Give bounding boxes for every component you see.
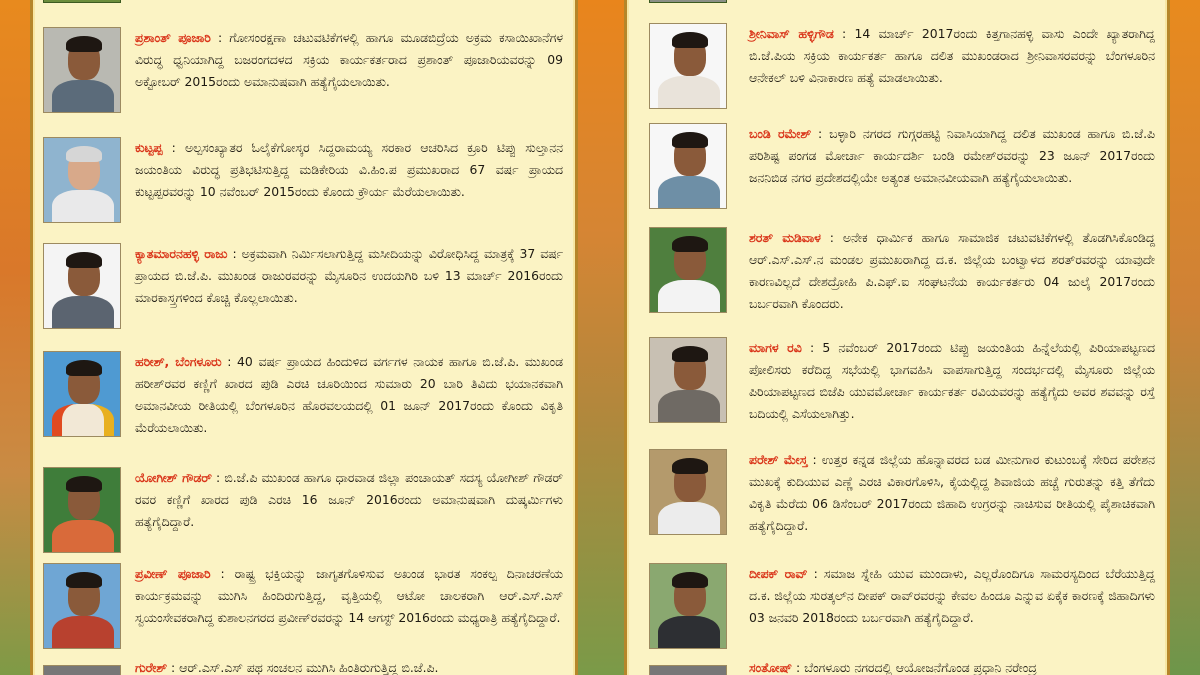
person-name: ದೀಪಕ್ ರಾವ್ [749,566,808,581]
person-name: ಕ್ಯಾತಮಾರನಹಳ್ಳಿ ರಾಜು [135,246,228,261]
list-item [43,137,563,237]
entry-text [135,467,563,533]
entry-text [135,657,563,675]
portrait-photo [43,563,121,649]
entry-text [749,337,1155,425]
right-background-strip [1170,0,1200,675]
entry-text [135,27,563,93]
person-name: ಕುಟ್ಟಪ್ಪ [135,140,163,155]
photo-strip-top [43,0,121,3]
entry-text [749,23,1155,89]
list-item [43,27,563,127]
portrait-photo [43,243,121,329]
entry-description: : ಅಲ್ಪಸಂಖ್ಯಾತರ ಓಲೈಕೆಗೋಸ್ಕರ ಸಿದ್ದರಾಮಯ್ಯ ಸರಕಾರ ಆಚರಿಸಿದ ಕ್ರೂರಿ ಟಿಪ್ಪು ಸುಲ್ತಾನನ ಜಯಂತಿಯ ವಿರುದ್ಧ ಪ್ರತಿಭಟಿಸುತ್ತಿದ್ದ ಮಡಿಕೇರಿಯ ವಿ.ಹಿಂ.ಪ ಪ್ರಮುಖರಾದ 67 ವರ್ಷ ಪ್ರಾಯದ ಕುಟ್ಟಪ್ಪರವರನ್ನು 10 ನವೆಂಬರ್ 2015ರಂದು ಕೊಂದು ಕ್ರೌರ್ಯ ಮೆರೆಯಲಾಯಿತು. [135,140,563,199]
entry-description: : ಉತ್ತರ ಕನ್ನಡ ಜಿಲ್ಲೆಯ ಹೊನ್ನಾವರದ ಬಡ ಮೀನುಗಾರ ಕುಟುಂಬಕ್ಕೆ ಸೇರಿದ ಪರೇಶನ ಮುಖಕ್ಕೆ ಕುದಿಯುವ ಎಣ್ಣೆ ಎರಚಿ ವಿಕಾರಗೊಳಿಸಿ, ಕೈಯಲ್ಲಿದ್ದ ಶಿವಾಜಿಯ ಹಚ್ಚೆ ಗುರುತನ್ನು ಕತ್ತಿ ತೆಗೆದು ವಿಕೃತಿ ಮೆರೆದು 06 ಡಿಸೆಂಬರ್ 2017ರಂದು ಜಿಹಾದಿ ಉಗ್ರರನ್ನು ನಾಚಿಸುವ ರೀತಿಯಲ್ಲಿ ಪೈಶಾಚಿಕವಾಗಿ ಹತ್ಯೆಗೈದಿದ್ದಾರೆ. [749,452,1155,533]
list-item [649,337,1155,437]
portrait-photo [649,563,727,649]
list-item [649,123,1155,223]
list-item [649,563,1155,663]
entry-text [135,563,563,629]
portrait-photo [649,449,727,535]
entry-description: : ಗೋಸಂರಕ್ಷಣಾ ಚಟುವಟಿಕೆಗಳಲ್ಲಿ ಹಾಗೂ ಮೂಡಬಿದ್ರೆಯ ಅಕ್ರಮ ಕಸಾಯಿಖಾನೆಗಳ ವಿರುದ್ಧ ಧ್ವನಿಯಾಗಿದ್ದ ಬಜರಂಗದಳದ ಸಕ್ರಿಯ ಕಾರ್ಯಕರ್ತರಾದ ಪ್ರಶಾಂತ್ ಪೂಜಾರಿಯವರನ್ನು 09 ಅಕ್ಟೋಬರ್ 2015ರಂದು ಅಮಾನುಷವಾಗಿ ಹತ್ಯೆಗೈಯಲಾಯಿತು. [135,30,564,89]
list-item [649,660,1155,675]
person-name: ಶರತ್ ಮಡಿವಾಳ [749,230,821,245]
portrait-photo [649,665,727,675]
portrait-photo [649,337,727,423]
entry-description: : ರಾಷ್ಟ್ರ ಭಕ್ತಿಯನ್ನು ಜಾಗೃತಗೊಳಿಸುವ ಅಖಂಡ ಭಾರತ ಸಂಕಲ್ಪ ದಿನಾಚರಣೆಯ ಕಾರ್ಯಕ್ರಮವನ್ನು ಮುಗಿಸಿ ಹಿಂದಿರುಗುತ್ತಿದ್ದ, ವೃತ್ತಿಯಲ್ಲಿ ಆಟೋ ಚಾಲಕರಾಗಿ ಆರ್.ಎಸ್.ಎಸ್ ಸ್ವಯಂಸೇವಕರಾಗಿದ್ದ ಕುಶಾಲನಗರದ ಪ್ರವೀಣ್‌ರವರನ್ನು 14 ಆಗಸ್ಟ್ 2016ರಂದು ಮಧ್ಯರಾತ್ರಿ ಹತ್ಯೆಗೈದಿದ್ದಾರೆ. [135,566,563,625]
entry-text [749,563,1155,629]
right-column-panel [624,0,1170,675]
entry-text [749,227,1155,315]
portrait-photo [649,123,727,209]
person-name: ಸಂತೋಷ್ [749,660,793,675]
portrait-photo [43,137,121,223]
photo-strip-top [649,0,727,3]
entry-description: : ಅನೇಕ ಧಾರ್ಮಿಕ ಹಾಗೂ ಸಾಮಾಜಿಕ ಚಟುವಟಿಕೆಗಳಲ್ಲಿ ತೊಡಗಿಸಿಕೊಂಡಿದ್ದ ಆರ್.ಎಸ್.ಎಸ್.ನ ಮಂಡಲ ಪ್ರಮುಖರಾಗಿದ್ದ ದ.ಕ. ಜಿಲ್ಲೆಯ ಬಂಟ್ವಾಳದ ಶರತ್‌ರವರನ್ನು ಯಾವುದೇ ಕಾರಣವಿಲ್ಲದೆ ದೇಶದ್ರೋಹಿ ಪಿ.ಎಫ್.ಐ ಸಂಘಟನೆಯ ಕಾರ್ಯಕರ್ತರು 04 ಜುಲೈ 2017ರಂದು ಬರ್ಬರವಾಗಿ ಕೊಂದರು. [749,230,1155,311]
entry-description: : ಸಮಾಜ ಸ್ನೇಹಿ ಯುವ ಮುಂದಾಳು, ಎಲ್ಲರೊಂದಿಗೂ ಸಾಮರಸ್ಯದಿಂದ ಬೆರೆಯುತ್ತಿದ್ದ ದ.ಕ. ಜಿಲ್ಲೆಯ ಸುರತ್ಕಲ್‌ನ ದೀಪಕ್ ರಾವ್‌ರವರನ್ನು ಕೇವಲ ಹಿಂದೂ ಎನ್ನುವ ಏಕೈಕ ಕಾರಣಕ್ಕೆ ಜಿಹಾದಿಗಳು 03 ಜನವರಿ 2018ರಂದು ಬರ್ಬರವಾಗಿ ಹತ್ಯೆಗೈದಿದ್ದಾರೆ. [749,566,1155,625]
entry-description: : ಬಳ್ಳಾರಿ ನಗರದ ಗುಗ್ಗರಹಟ್ಟಿ ನಿವಾಸಿಯಾಗಿದ್ದ ದಲಿತ ಮುಖಂಡ ಹಾಗೂ ಬಿ.ಜೆ.ಪಿ ಪರಿಶಿಷ್ಟ ಪಂಗಡ ಮೋರ್ಚಾ ಕಾರ್ಯದರ್ಶಿ ಬಂಡಿ ರಮೇಶ್‌ರವರನ್ನು 23 ಜೂನ್ 2017ರಂದು ಜನನಿಬಿಡ ನಗರ ಪ್ರದೇಶದಲ್ಲಿಯೇ ಅತ್ಯಂತ ಅಮಾನವೀಯವಾಗಿ ಹತ್ಯೆಗೈಯಲಾಯಿತು. [749,126,1155,185]
list-item [649,449,1155,549]
list-item [43,660,563,675]
entry-description: : 14 ಮಾರ್ಚ್ 2017ರಂದು ಕಿತ್ತಗಾನಹಳ್ಳಿ ವಾಸು ಎಂದೇ ಖ್ಯಾತರಾಗಿದ್ದ ಬಿ.ಜೆ.ಪಿಯ ಸಕ್ರಿಯ ಕಾರ್ಯಕರ್ತ ಹಾಗೂ ದಲಿತ ಮುಖಂಡರಾದ ಶ್ರೀನಿವಾಸರವರನ್ನು ಬೆಂಗಳೂರಿನ ಆನೇಕಲ್ ಬಳಿ ವಿನಾಕಾರಣ ಹತ್ಯೆ ಮಾಡಲಾಯಿತು. [749,26,1155,85]
middle-background-strip [578,0,624,675]
portrait-photo [43,351,121,437]
list-item [649,227,1155,327]
person-name: ಪ್ರವೀಣ್ ಪೂಜಾರಿ [135,566,211,581]
left-column-panel [30,0,578,675]
person-name: ಗುರೇಶ್ [135,660,168,675]
entry-description: : 40 ವರ್ಷ ಪ್ರಾಯದ ಹಿಂದುಳಿದ ವರ್ಗಗಳ ನಾಯಕ ಹಾಗೂ ಬಿ.ಜೆ.ಪಿ. ಮುಖಂಡ ಹರೀಶ್‌ರವರ ಕಣ್ಣಿಗೆ ಖಾರದ ಪುಡಿ ಎರಚಿ ಚೂರಿಯಿಂದ ಸುಮಾರು 20 ಬಾರಿ ತಿವಿದು ಭಯಾನಕವಾಗಿ ಅಮಾನವೀಯ ರೀತಿಯಲ್ಲಿ ಬೆಂಗಳೂರಿನ ಹೊರವಲಯದಲ್ಲಿ 01 ಜೂನ್ 2017ರಂದು ಕೊಂದು ವಿಕೃತಿ ಮೆರೆಯಲಾಯಿತು. [135,354,563,435]
entry-description: : ಬಿ.ಜೆ.ಪಿ ಮುಖಂಡ ಹಾಗೂ ಧಾರವಾಡ ಜಿಲ್ಲಾ ಪಂಚಾಯತ್ ಸದಸ್ಯ ಯೋಗೀಶ್ ಗೌಡರ್ ರವರ ಕಣ್ಣಿಗೆ ಖಾರದ ಪುಡಿ ಎರಚಿ 16 ಜೂನ್ 2016ರಂದು ಅಮಾನುಷವಾಗಿ ದುಷ್ಕರ್ಮಿಗಳು ಹತ್ಯೆಗೈದಿದ್ದಾರೆ. [135,470,563,529]
entry-description: : 5 ನವೆಂಬರ್ 2017ರಂದು ಟಿಪ್ಪು ಜಯಂತಿಯ ಹಿನ್ನೆಲೆಯಲ್ಲಿ ಪಿರಿಯಾಪಟ್ಟಣದ ಪೋಲಿಸರು ಕರೆದಿದ್ದ ಸಭೆಯಲ್ಲಿ ಭಾಗವಹಿಸಿ ವಾಪಸಾಗುತ್ತಿದ್ದ ಸಂದರ್ಭದಲ್ಲಿ ಮೈಸೂರು ಜಿಲ್ಲೆಯ ಪಿರಿಯಾಪಟ್ಟಣದ ಬಿಜೆಪಿ ಯುವಮೋರ್ಚಾ ಕಾರ್ಯಕರ್ತ ರವಿಯವರನ್ನು ಹತ್ಯೆಗೈದು ಅವರ ಶವವನ್ನು ರಸ್ತೆ ಬದಿಯಲ್ಲಿ ಎಸೆಯಲಾಗಿತ್ತು. [749,340,1155,421]
person-name: ಹರೀಶ್, ಬೆಂಗಳೂರು [135,354,222,369]
person-name: ಪರೇಶ್ ಮೇಸ್ತ [749,452,808,467]
list-item [43,351,563,451]
person-name: ಪ್ರಶಾಂತ್ ಪೂಜಾರಿ [135,30,211,45]
entry-text [749,449,1155,537]
person-name: ಬಂಡಿ ರಮೇಶ್ [749,126,812,141]
entry-text [749,657,1155,675]
portrait-photo [43,27,121,113]
portrait-photo [43,665,121,675]
entry-text [135,137,563,203]
person-name: ಶ್ರೀನಿವಾಸ್ ಹಳ್ಳಿಗೌಡ [749,26,834,41]
portrait-photo [43,467,121,553]
entry-text [749,123,1155,189]
entry-description: : ಅಕ್ರಮವಾಗಿ ನಿರ್ಮಿಸಲಾಗುತ್ತಿದ್ದ ಮಸೀದಿಯನ್ನು ವಿರೋಧಿಸಿದ್ದ ಮಾತ್ರಕ್ಕೆ 37 ವರ್ಷ ಪ್ರಾಯದ ಬಿ.ಜೆ.ಪಿ. ಮುಖಂಡ ರಾಜುರವರನ್ನು ಮೈಸೂರಿನ ಉದಯಗಿರಿ ಬಳಿ 13 ಮಾರ್ಚ್ 2016ರಂದು ಮಾರಕಾಸ್ತ್ರಗಳಿಂದ ಕೊಚ್ಚಿ ಕೊಲ್ಲಲಾಯಿತು. [135,246,563,305]
list-item [43,467,563,567]
portrait-photo [649,23,727,109]
portrait-photo [649,227,727,313]
entry-description: : ಬೆಂಗಳೂರು ನಗರದಲ್ಲಿ ಆಯೋಜನೆಗೊಂಡ ಪ್ರಧಾನಿ ನರೇಂದ್ರ [796,660,1037,675]
entry-description: : ಆರ್.ಎಸ್.ಎಸ್ ಪಥ ಸಂಚಲನ ಮುಗಿಸಿ ಹಿಂತಿರುಗುತ್ತಿದ್ದ ಬಿ.ಜೆ.ಪಿ. [171,660,439,675]
entry-text [135,351,563,439]
list-item [43,563,563,663]
left-background-strip [0,0,30,675]
person-name: ಯೋಗೀಶ್ ಗೌಡರ್ [135,470,212,485]
list-item [43,243,563,343]
list-item [649,23,1155,123]
person-name: ಮಾಗಳ ರವಿ [749,340,802,355]
entry-text [135,243,563,309]
